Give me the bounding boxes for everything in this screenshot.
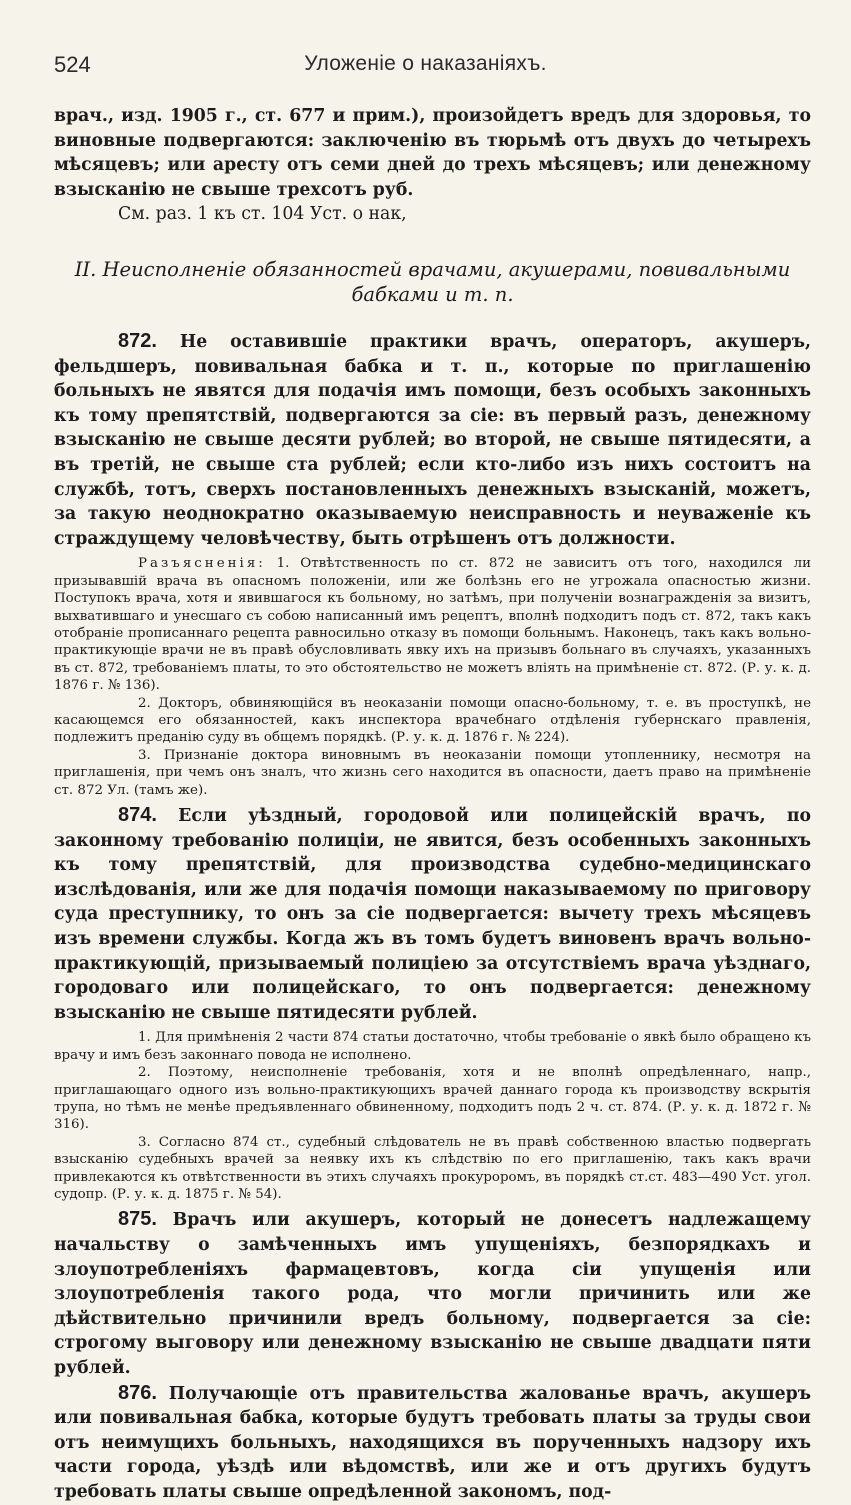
page-header <box>54 52 797 82</box>
explanation-note <box>54 555 811 694</box>
page-body <box>54 104 811 1505</box>
article-text: Если уѣздный, городовой или полицейскій врачъ, по законному требованію полиціи, не явится, безъ особенныхъ законныхъ къ тому препятствій, для производства судебно-медицинскаго изслѣдованія, или же для подачія помощи наказываемому по приговору суда преступнику, то онъ за сіе подвергается: вычету трехъ мѣсяцевъ изъ времени службы. Когда жъ въ томъ будетъ виновенъ врачъ вольно-практикующій, призываемый полиціею за отсутствіемъ врача уѣзднаго, городоваго или полицейскаго, то онъ подвергается: денежному взысканію не свыше пятидесяти рублей. <box>54 806 811 1023</box>
article-number: 876. <box>118 1381 157 1404</box>
article-876 <box>54 1381 811 1505</box>
intro-paragraph: врач., изд. 1905 г., ст. 677 и прим.), произойдетъ вредъ для здоровья, то виновные подвергаются: заключенію въ тюрьмѣ отъ двухъ до четырехъ мѣсяцевъ; или аресту отъ семи дней до трехъ мѣсяцевъ; или денежному взысканію не свыше трехсотъ руб. <box>54 106 811 200</box>
explanation-note: 3. Признаніе доктора виновнымъ въ неоказаніи помощи утопленнику, несмотря на приглашенія, при чемъ онъ зналъ, что жизнь сего находится въ опасности, даетъ право на примѣненіе ст. 872 Ул. (тамъ же). <box>54 747 811 798</box>
section-heading: II. Неисполненіе обязанностей врачами, акушерами, повивальными бабками и т. п. <box>74 257 791 306</box>
explanation-note: 1. Для примѣненія 2 части 874 статьи достаточно, чтобы требованіе о явкѣ было обращено къ врачу и имъ безъ законнаго повода не исполнено. <box>54 1030 811 1063</box>
page-number: 524 <box>54 52 91 77</box>
explanation-note: 2. Докторъ, обвиняющійся въ неоказаніи помощи опасно-больному, т. е. въ проступкѣ, не касающемся его обязанностей, какъ инспектора врачебнаго отдѣленія губернскаго правленія, подлежитъ преданію суду въ общемъ порядкѣ. (Р. у. к. д. 1876 г. № 224). <box>54 695 811 746</box>
article-text: Врачъ или акушеръ, который не донесетъ надлежащему начальству о замѣченныхъ имъ упущеніяхъ, безпорядкахъ и злоупотребленіяхъ фармацевтовъ, когда сіи упущенія или злоупотребленія такого рода, что могли причинить или же дѣйствительно причинили вредъ больному, подвергается за сіе: строгому выговору или денежному взысканію не свыше двадцати пяти рублей. <box>54 1210 811 1378</box>
running-title: Уложеніе о наказаніяхъ. <box>304 52 547 75</box>
article-text: Не оставившіе практики врачъ, операторъ, акушеръ, фельдшеръ, повивальная бабка и т. п., которые по приглашенію больныхъ не явятся для подачія имъ помощи, безъ особыхъ законныхъ къ тому препятствій, подвергаются за сіе: въ первый разъ, денежному взысканію не свыше десяти рублей; во второй, не свыше пятидесяти, а въ третій, не свыше ста рублей; если кто-либо изъ нихъ состоитъ на службѣ, тотъ, сверхъ постановленныхъ денежныхъ взысканій, можетъ, за такую неоднократно оказываемую неисправность и неуваженіе къ страждущему человѣчеству, быть отрѣшенъ отъ должности. <box>54 331 811 549</box>
explanation-note: 2. Поэтому, неисполненіе требованія, хотя и не вполнѣ опредѣленнаго, напр., приглашающаго одного изъ вольно-практикующихъ врачей даннаго города къ производству вскрытія трупа, но тѣмъ не менѣе предъявленнаго обвиненному, подходитъ подъ 2 ч. ст. 874. (Р. у. к. д. 1872 г. № 316). <box>54 1065 811 1133</box>
article-874 <box>54 803 811 1025</box>
explanation-note: 3. Согласно 874 ст., судебный слѣдователь не въ правѣ собственною властью подвергать взысканію судебныхъ врачей за неявку ихъ къ слѣдствію по его приглашенію, такъ какъ врачи привлекаются къ отвѣтственности въ этихъ случаяхъ прокуроромъ, въ порядкѣ ст.ст. 483—490 Уст. угол. судопр. (Р. у. к. д. 1875 г. № 54). <box>54 1134 811 1202</box>
article-number: 874. <box>118 804 157 826</box>
article-text: Получающіе отъ правительства жалованье врачъ, акушеръ или повивальная бабка, которые будутъ требовать платы за труды свои отъ неимущихъ больныхъ, находящихся въ порученныхъ надзору ихъ части города, уѣздѣ или вѣдомствѣ, или же и отъ другихъ будутъ требовать платы свыше опредѣленной закономъ, под- <box>54 1383 811 1502</box>
article-number: 872. <box>118 329 157 352</box>
cross-reference: См. раз. 1 къ ст. 104 Уст. о нак, <box>118 204 407 225</box>
article-875 <box>54 1207 811 1380</box>
note-text: 1. Отвѣтственность по ст. 872 не зависитъ отъ того, находился ли призывавшій врача въ опасномъ положеніи, или же болѣзнь его не угрожала опасностью жизни. Поступокъ врача, хотя и явившагося къ больному, но затѣмъ, при полученіи вознагражденія за визитъ, выхватившаго и унесшаго съ собою написанный имъ рецептъ, вполнѣ подходитъ подъ ст. 872, такъ какъ отобраніе прописаннаго рецепта равносильно отказу въ помощи больнымъ. Наконецъ, такъ какъ вольно-практикующіе врачи не въ правѣ обусловливать явку ихъ на призывъ больнаго въ случаяхъ, указанныхъ въ ст. 872, требованіемъ платы, то это обстоятельство не можетъ вліять на примѣненіе ст. 872. (Р. у. к. д. 1876 г. № 136). <box>54 556 811 694</box>
article-872 <box>54 329 811 551</box>
article-number: 875. <box>118 1208 157 1231</box>
explanations-label: Разъясненія: <box>138 556 266 572</box>
